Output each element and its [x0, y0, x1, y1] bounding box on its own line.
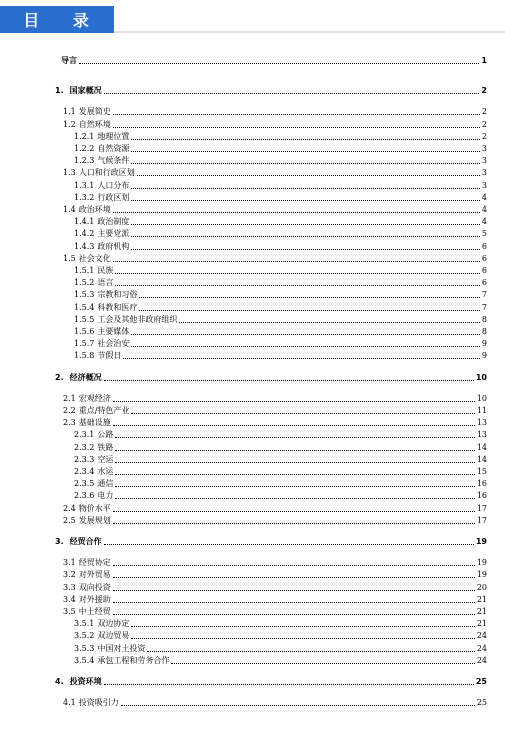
toc-entry-page: 6: [481, 253, 487, 263]
toc-entry[interactable]: [55, 84, 487, 96]
toc-entry[interactable]: [55, 556, 487, 568]
toc-entry-title: 人口和行政区划: [78, 168, 135, 178]
toc-entry[interactable]: [55, 428, 487, 440]
toc-entry[interactable]: [55, 276, 487, 288]
toc-entry-number: 3.3: [63, 582, 76, 592]
toc-entry-title: 自然资源: [97, 144, 130, 153]
toc-entry-page: 2: [481, 107, 487, 117]
toc-entry-number: 1.1: [63, 107, 76, 117]
toc-entry-number: 1.5.6: [74, 327, 95, 336]
toc-entry-number: 3.: [55, 537, 64, 546]
toc-entry-number: 3.5.2: [74, 631, 95, 641]
toc-leader-dots: [113, 602, 475, 603]
toc-entry-number: 2.3.4: [74, 467, 95, 476]
toc-entry-page: 3: [481, 156, 487, 166]
toc-entry-page: 21: [476, 619, 487, 629]
toc-entry-page: 14: [476, 442, 487, 452]
toc-entry-number: 2.1: [63, 393, 76, 403]
toc-leader-dots: [115, 498, 474, 499]
toc-leader-dots: [104, 684, 474, 685]
toc-entry[interactable]: [55, 179, 487, 191]
toc-entry[interactable]: [55, 371, 487, 383]
toc-entry[interactable]: [55, 325, 487, 337]
toc-entry-number: 1.5.3: [74, 290, 95, 300]
toc-leader-dots: [121, 705, 475, 706]
toc-leader-dots: [147, 651, 474, 652]
toc-entry[interactable]: [55, 105, 487, 117]
toc-entry-number: 1.2: [63, 119, 76, 129]
toc-leader-dots: [113, 127, 480, 128]
toc-leader-dots: [137, 175, 480, 176]
toc-entry[interactable]: [55, 264, 487, 276]
toc-entry-title: 经济概况: [69, 372, 102, 382]
toc-leader-dots: [113, 590, 475, 591]
toc-leader-dots: [139, 310, 480, 311]
toc-leader-dots: [139, 297, 480, 298]
toc-entry[interactable]: [55, 453, 487, 465]
toc-entry[interactable]: [55, 617, 487, 629]
toc-leader-dots: [113, 565, 475, 566]
toc-entry-number: 1.5.8: [74, 351, 95, 361]
toc-leader-dots: [104, 93, 480, 94]
toc-entry-title: 通信: [97, 479, 114, 489]
toc-entry[interactable]: [55, 477, 487, 489]
toc-entry-number: 2.3.6: [74, 491, 95, 501]
toc-entry-number: 1.2.1: [74, 131, 95, 141]
toc-entry-title: 空运: [97, 454, 114, 464]
toc-entry-title: 中土经贸: [78, 607, 111, 616]
toc-entry-title: 语言: [97, 278, 114, 288]
toc-entry-page: 3: [481, 144, 487, 153]
toc-leader-dots: [131, 188, 480, 189]
toc-entry-page: 6: [481, 266, 487, 275]
toc-entry-title: 公路: [97, 430, 114, 440]
toc-entry[interactable]: [55, 240, 487, 252]
toc-entry-title: 主要媒体: [97, 327, 130, 336]
toc-entry[interactable]: [55, 215, 487, 227]
toc-entry-page: 21: [476, 594, 487, 604]
toc-entry[interactable]: [55, 130, 487, 142]
toc-entry-title: 民族: [97, 266, 114, 275]
toc-entry[interactable]: [55, 489, 487, 501]
toc-entry-page: 7: [481, 290, 487, 300]
toc-entry-page: 8: [481, 314, 487, 324]
toc-entry-number: 2.3: [63, 418, 76, 428]
toc-entry-title: 宏观经济: [78, 393, 111, 403]
toc-leader-dots: [115, 450, 474, 451]
toc-entry-page: 24: [476, 631, 487, 641]
toc-leader-dots: [131, 346, 480, 347]
toc-entry-page: 2: [481, 86, 487, 96]
toc-entry-number: 2.4: [63, 503, 76, 513]
toc-entry-page: 11: [476, 406, 487, 415]
toc-entry-number: 3.4: [63, 594, 76, 604]
toc-entry-title: 主要党派: [97, 229, 130, 239]
toc-leader-dots: [131, 151, 480, 152]
toc-entry-number: 1.4.2: [74, 229, 95, 239]
toc-entry[interactable]: [55, 154, 487, 166]
toc-entry[interactable]: [55, 675, 487, 687]
toc-leader-dots: [115, 437, 474, 438]
toc-entry-number: 3.5.3: [74, 643, 95, 653]
toc-leader-dots: [115, 474, 474, 475]
toc-entry-title: 投资吸引力: [78, 698, 119, 708]
toc-leader-dots: [131, 249, 480, 250]
toc-entry-title: 社会文化: [78, 253, 111, 263]
toc-entry-title: 导言: [61, 56, 77, 65]
toc-entry-page: 4: [481, 192, 487, 202]
toc-entry[interactable]: [55, 593, 487, 605]
toc-entry-page: 10: [475, 372, 487, 382]
toc-entry-title: 对外援助: [78, 594, 111, 604]
toc-entry-number: 2.3.3: [74, 454, 95, 464]
toc-leader-dots: [131, 638, 474, 639]
toc-entry-page: 7: [481, 302, 487, 312]
toc-leader-dots: [113, 261, 480, 262]
toc-entry-page: 3: [481, 180, 487, 190]
toc-entry-title: 基础设施: [78, 418, 111, 428]
toc-header-title: 目 录: [23, 11, 103, 30]
toc-leader-dots: [113, 212, 480, 213]
toc-entry-title: 经贸协定: [78, 558, 111, 568]
toc-entry[interactable]: [55, 535, 487, 547]
toc-entry-title: 发展规划: [78, 515, 111, 525]
toc-entry[interactable]: [55, 349, 487, 361]
toc-entry-page: 24: [476, 643, 487, 653]
toc-entry-title: 国家概况: [69, 86, 102, 96]
toc-entry-number: 2.3.2: [74, 442, 95, 452]
toc-entry-title: 投资环境: [69, 677, 102, 686]
toc-entry[interactable]: [55, 301, 487, 313]
toc-entry-title: 电力: [97, 491, 114, 501]
toc-entry-title: 中国对土投资: [97, 643, 146, 653]
toc-entry-title: 自然环境: [78, 119, 111, 129]
toc-entry[interactable]: [55, 605, 487, 617]
toc-entry-number: 1.5.2: [74, 278, 95, 288]
toc-entry[interactable]: [55, 166, 487, 178]
toc-entry[interactable]: [55, 465, 487, 477]
toc-entry[interactable]: [55, 288, 487, 300]
toc-leader-dots: [131, 334, 480, 335]
toc-entry-number: 1.3: [63, 168, 76, 178]
toc-entry-page: 17: [476, 515, 487, 525]
toc-entry-number: 4.: [55, 677, 64, 686]
toc-entry-number: 1.4.1: [74, 217, 95, 227]
toc-entry-title: 双边协定: [97, 619, 130, 629]
toc-entry-page: 25: [475, 677, 487, 686]
toc-entry-title: 对外贸易: [78, 570, 111, 580]
toc-leader-dots: [131, 224, 480, 225]
toc-leader-dots: [113, 401, 475, 402]
toc-entry-number: 1.5.1: [74, 266, 95, 275]
toc-entry-number: 1.3.1: [74, 180, 95, 190]
toc-leader-dots: [131, 200, 480, 201]
toc-leader-dots: [131, 139, 480, 140]
toc-leader-dots: [104, 380, 474, 381]
toc-entry[interactable]: [55, 514, 487, 526]
toc-entry-page: 14: [476, 454, 487, 464]
toc-entry[interactable]: [55, 203, 487, 215]
toc-entry-title: 承包工程和劳务合作: [97, 655, 170, 665]
toc-entry-title: 行政区划: [97, 192, 130, 202]
toc-entry[interactable]: [55, 227, 487, 239]
toc-entry-page: 16: [476, 491, 487, 501]
toc-entry-title: 社会治安: [97, 339, 130, 349]
toc-entry-page: 10: [476, 393, 487, 403]
toc-entry-page: 21: [476, 607, 487, 616]
toc-leader-dots: [113, 114, 480, 115]
toc-entry-title: 重点/特色产业: [78, 406, 130, 415]
toc-entry-title: 科教和医疗: [97, 302, 138, 312]
toc-entry-number: 2.3.1: [74, 430, 95, 440]
toc-entry[interactable]: [55, 696, 487, 708]
toc-leader-dots: [123, 358, 480, 359]
toc-entry-number: 1.: [55, 86, 64, 96]
toc-entry-page: 5: [481, 229, 487, 239]
toc-entry-page: 19: [476, 558, 487, 568]
toc-entry-page: 6: [481, 241, 487, 251]
toc-entry-number: 3.5: [63, 607, 76, 616]
toc-entry-number: 3.1: [63, 558, 76, 568]
toc-entry-title: 水运: [97, 467, 114, 476]
toc-entry-title: 人口分布: [97, 180, 130, 190]
toc-entry[interactable]: [55, 568, 487, 580]
toc-leader-dots: [171, 663, 474, 664]
toc-entry[interactable]: [55, 337, 487, 349]
toc-entry[interactable]: [55, 191, 487, 203]
toc-entry-title: 双边贸易: [97, 631, 130, 641]
toc-entry[interactable]: [55, 441, 487, 453]
toc-leader-dots: [113, 614, 475, 615]
toc-leader-dots: [115, 285, 480, 286]
toc-entry-number: 1.4: [63, 205, 76, 214]
toc-leader-dots: [79, 63, 479, 64]
toc-leader-dots: [115, 462, 474, 463]
toc-entry[interactable]: [55, 642, 487, 654]
toc-entry[interactable]: [55, 654, 487, 666]
toc-entry[interactable]: [55, 404, 487, 416]
toc-entry-number: 3.2: [63, 570, 76, 580]
toc-entry-title: 政治环境: [78, 205, 111, 214]
toc-leader-dots: [115, 486, 474, 487]
toc-entry-page: 15: [476, 467, 487, 476]
toc-leader-dots: [113, 523, 475, 524]
toc-header-bar: [0, 6, 114, 33]
toc-leader-dots: [131, 163, 480, 164]
toc-leader-dots: [113, 425, 475, 426]
toc-leader-dots: [131, 236, 480, 237]
toc-entry-page: 25: [476, 698, 487, 708]
toc-entry-page: 13: [476, 430, 487, 440]
toc-entry-page: 9: [481, 351, 487, 361]
toc-entry-page: 17: [476, 503, 487, 513]
toc-entry-page: 13: [476, 418, 487, 428]
toc-entry[interactable]: [55, 629, 487, 641]
toc-entry-title: 工会及其他非政府组织: [97, 314, 178, 324]
toc-entry-page: 2: [481, 119, 487, 129]
toc-entry[interactable]: [55, 252, 487, 264]
toc-entry[interactable]: [55, 54, 487, 66]
toc-entry-title: 双向投资: [78, 582, 111, 592]
toc-entry[interactable]: [55, 416, 487, 428]
toc-entry-title: 气候条件: [97, 156, 130, 166]
toc-entry-title: 经贸合作: [69, 537, 102, 546]
toc-entry-page: 1: [481, 56, 487, 65]
header-divider: [114, 31, 505, 33]
toc-entry[interactable]: [55, 502, 487, 514]
toc-entry-number: 1.5.7: [74, 339, 95, 349]
toc-entry-number: 1.5.4: [74, 302, 95, 312]
toc-entry-title: 物价水平: [78, 503, 111, 513]
toc-entry-page: 3: [481, 168, 487, 178]
toc-entry-number: 3.5.1: [74, 619, 95, 629]
toc-entry-title: 政府机构: [97, 241, 130, 251]
toc-entry-number: 1.5: [63, 253, 76, 263]
toc-entry-number: 2.5: [63, 515, 76, 525]
toc-entry-page: 16: [476, 479, 487, 489]
toc-entry[interactable]: [55, 118, 487, 130]
toc-entry-page: 24: [476, 655, 487, 665]
toc-entry-number: 1.5.5: [74, 314, 95, 324]
toc-entry[interactable]: [55, 313, 487, 325]
toc-leader-dots: [115, 273, 480, 274]
toc-entry-number: 2.3.5: [74, 479, 95, 489]
toc-leader-dots: [104, 544, 474, 545]
toc-leader-dots: [179, 322, 480, 323]
toc-entry-page: 19: [475, 537, 487, 546]
toc-leader-dots: [113, 577, 475, 578]
toc-entry-title: 发展简史: [78, 107, 111, 117]
toc-entry-number: 1.3.2: [74, 192, 95, 202]
toc-entry-title: 节假日: [97, 351, 122, 361]
toc-entry-title: 地理位置: [97, 131, 130, 141]
toc-entry-title: 宗教和习俗: [97, 290, 138, 300]
toc-entry[interactable]: [55, 142, 487, 154]
toc-entry-title: 铁路: [97, 442, 114, 452]
toc-leader-dots: [113, 511, 475, 512]
toc-entry-number: 1.2.2: [74, 144, 95, 153]
toc-entry-page: 6: [481, 278, 487, 288]
toc-entry-number: 1.2.3: [74, 156, 95, 166]
toc-entry-page: 8: [481, 327, 487, 336]
toc-entry-number: 2.: [55, 372, 64, 382]
toc-entry-number: 4.1: [63, 698, 76, 708]
toc-entry-title: 政治制度: [97, 217, 130, 227]
toc-entry-number: 3.5.4: [74, 655, 95, 665]
toc-entry-page: 20: [476, 582, 487, 592]
toc-entry-page: 4: [481, 205, 487, 214]
toc-entry[interactable]: [55, 392, 487, 404]
toc-entry-page: 9: [481, 339, 487, 349]
toc-entry-page: 19: [476, 570, 487, 580]
toc-entry-page: 2: [481, 131, 487, 141]
toc-entry-number: 1.4.3: [74, 241, 95, 251]
toc-leader-dots: [131, 626, 474, 627]
toc-leader-dots: [131, 413, 474, 414]
toc-entry-number: 2.2: [63, 406, 76, 415]
toc-entry[interactable]: [55, 581, 487, 593]
toc-entry-page: 4: [481, 217, 487, 227]
